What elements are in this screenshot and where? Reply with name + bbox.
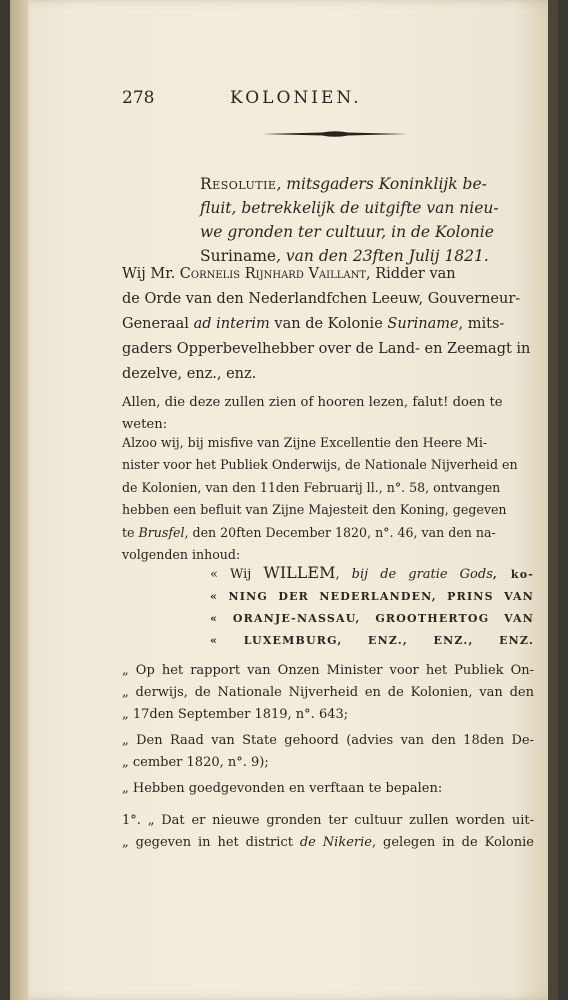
decree-text: « Wij (210, 567, 264, 582)
intro-line-2: de Orde van den Nederlandfchen Leeuw, Gouverneur- (122, 291, 521, 307)
article-1-paragraph (122, 810, 534, 854)
alzoo-line-2: nister voor het Publiek Onderwijs, de Nationale Nijverheid en (122, 457, 518, 473)
rapport-paragraph (122, 660, 534, 726)
royal-decree-heading (210, 562, 534, 652)
decree-line-4: « LUXEMBURG, ENZ., ENZ., ENZ. (210, 634, 534, 647)
allen-line-1: Allen, die deze zullen zien of hooren lezen, falut! doen te (122, 395, 503, 410)
allen-paragraph (122, 392, 534, 436)
alzoo-line-1: Alzoo wij, bij misfive van Zijne Excellentie den Heere Mi- (122, 435, 488, 450)
alzoo-line-6: volgenden inhoud: (122, 547, 241, 563)
title-line-1: , mitsgaders Koninklijk be- (276, 175, 487, 193)
rapport-line-2: „ derwijs, de Nationale Nijverheid en de Kolonien, van den (122, 685, 534, 700)
intro-line-5: dezelve, enz., enz. (122, 366, 257, 382)
article-1-text: , gelegen in de Kolonie (371, 835, 534, 850)
page-header (122, 88, 412, 112)
title-word-suriname: Suriname (200, 247, 277, 265)
title-line-3: we gronden ter cultuur, in de Kolonie (200, 223, 494, 241)
king-name: WILLEM (263, 563, 336, 582)
page-number: 278 (122, 88, 155, 108)
title-word-resolutie: Resolutie (200, 175, 277, 193)
decree-text: , ko- (492, 568, 534, 581)
raad-paragraph (122, 730, 534, 774)
rapport-line-1: „ Op het rapport van Onzen Minister voor het Publiek On- (122, 663, 534, 678)
intro-italic: ad interim (193, 316, 270, 332)
raad-line-2: „ cember 1820, n°. 9); (122, 755, 269, 770)
decree-text: , (335, 567, 352, 582)
hebben-paragraph (122, 778, 534, 800)
district-name: de Nikerie (299, 835, 372, 850)
intro-line-4: gaders Opperbevelhebber over de Land- en Zeemagt in (122, 341, 531, 357)
intro-italic: Suriname (387, 316, 459, 332)
alzoo-line-3: de Kolonien, van den 11den Februarij ll., n°. 58, ontvangen (122, 479, 501, 495)
raad-line-1: „ Den Raad van State gehoord (advies van den 18den De- (122, 733, 534, 748)
intro-text: van de Kolonie (269, 316, 388, 332)
resolution-title (200, 172, 540, 268)
article-1-line-1: 1°. „ Dat er nieuwe gronden ter cultuur zullen worden uit- (122, 813, 534, 828)
title-line-2: fluit, betrekkelijk de uitgifte van nieu- (200, 199, 499, 217)
decree-line-2: « NING DER NEDERLANDEN, PRINS VAN (210, 590, 534, 603)
intro-text: Generaal (122, 316, 194, 332)
intro-paragraph (122, 262, 534, 387)
alzoo-line-4: hebben een befluit van Zijne Majesteit den Koning, gegeven (122, 502, 507, 518)
alzoo-text: , den 20ften December 1820, n°. 46, van den na- (184, 524, 496, 540)
alzoo-place: Brusfel (138, 524, 185, 540)
book-page (10, 0, 558, 1000)
alzoo-paragraph (122, 432, 534, 566)
alzoo-text: te (122, 524, 139, 540)
intro-text: , Ridder van (366, 266, 456, 282)
intro-text: Wij Mr. (122, 266, 180, 282)
hebben-line-1: „ Hebben goedgevonden en verftaan te bepalen: (122, 781, 443, 796)
allen-line-2: weten: (122, 417, 168, 432)
divider-ornament (262, 130, 408, 138)
article-1-text: „ gegeven in het district (122, 835, 300, 850)
rapport-line-3: „ 17den September 1819, n°. 643; (122, 707, 349, 722)
decree-italic: bij de gratie Gods (351, 567, 493, 582)
book-spine (548, 0, 558, 1000)
intro-text: , mits- (458, 316, 505, 332)
governor-name: Cornelis Rijnhard Vaillant (179, 266, 367, 282)
running-title: KOLONIEN. (230, 88, 362, 108)
decree-line-3: « ORANJE-NASSAU, GROOTHERTOG VAN (210, 612, 534, 625)
title-line-4: , van den 23ften Julij 1821. (276, 247, 489, 265)
page-gutter (10, 0, 28, 1000)
